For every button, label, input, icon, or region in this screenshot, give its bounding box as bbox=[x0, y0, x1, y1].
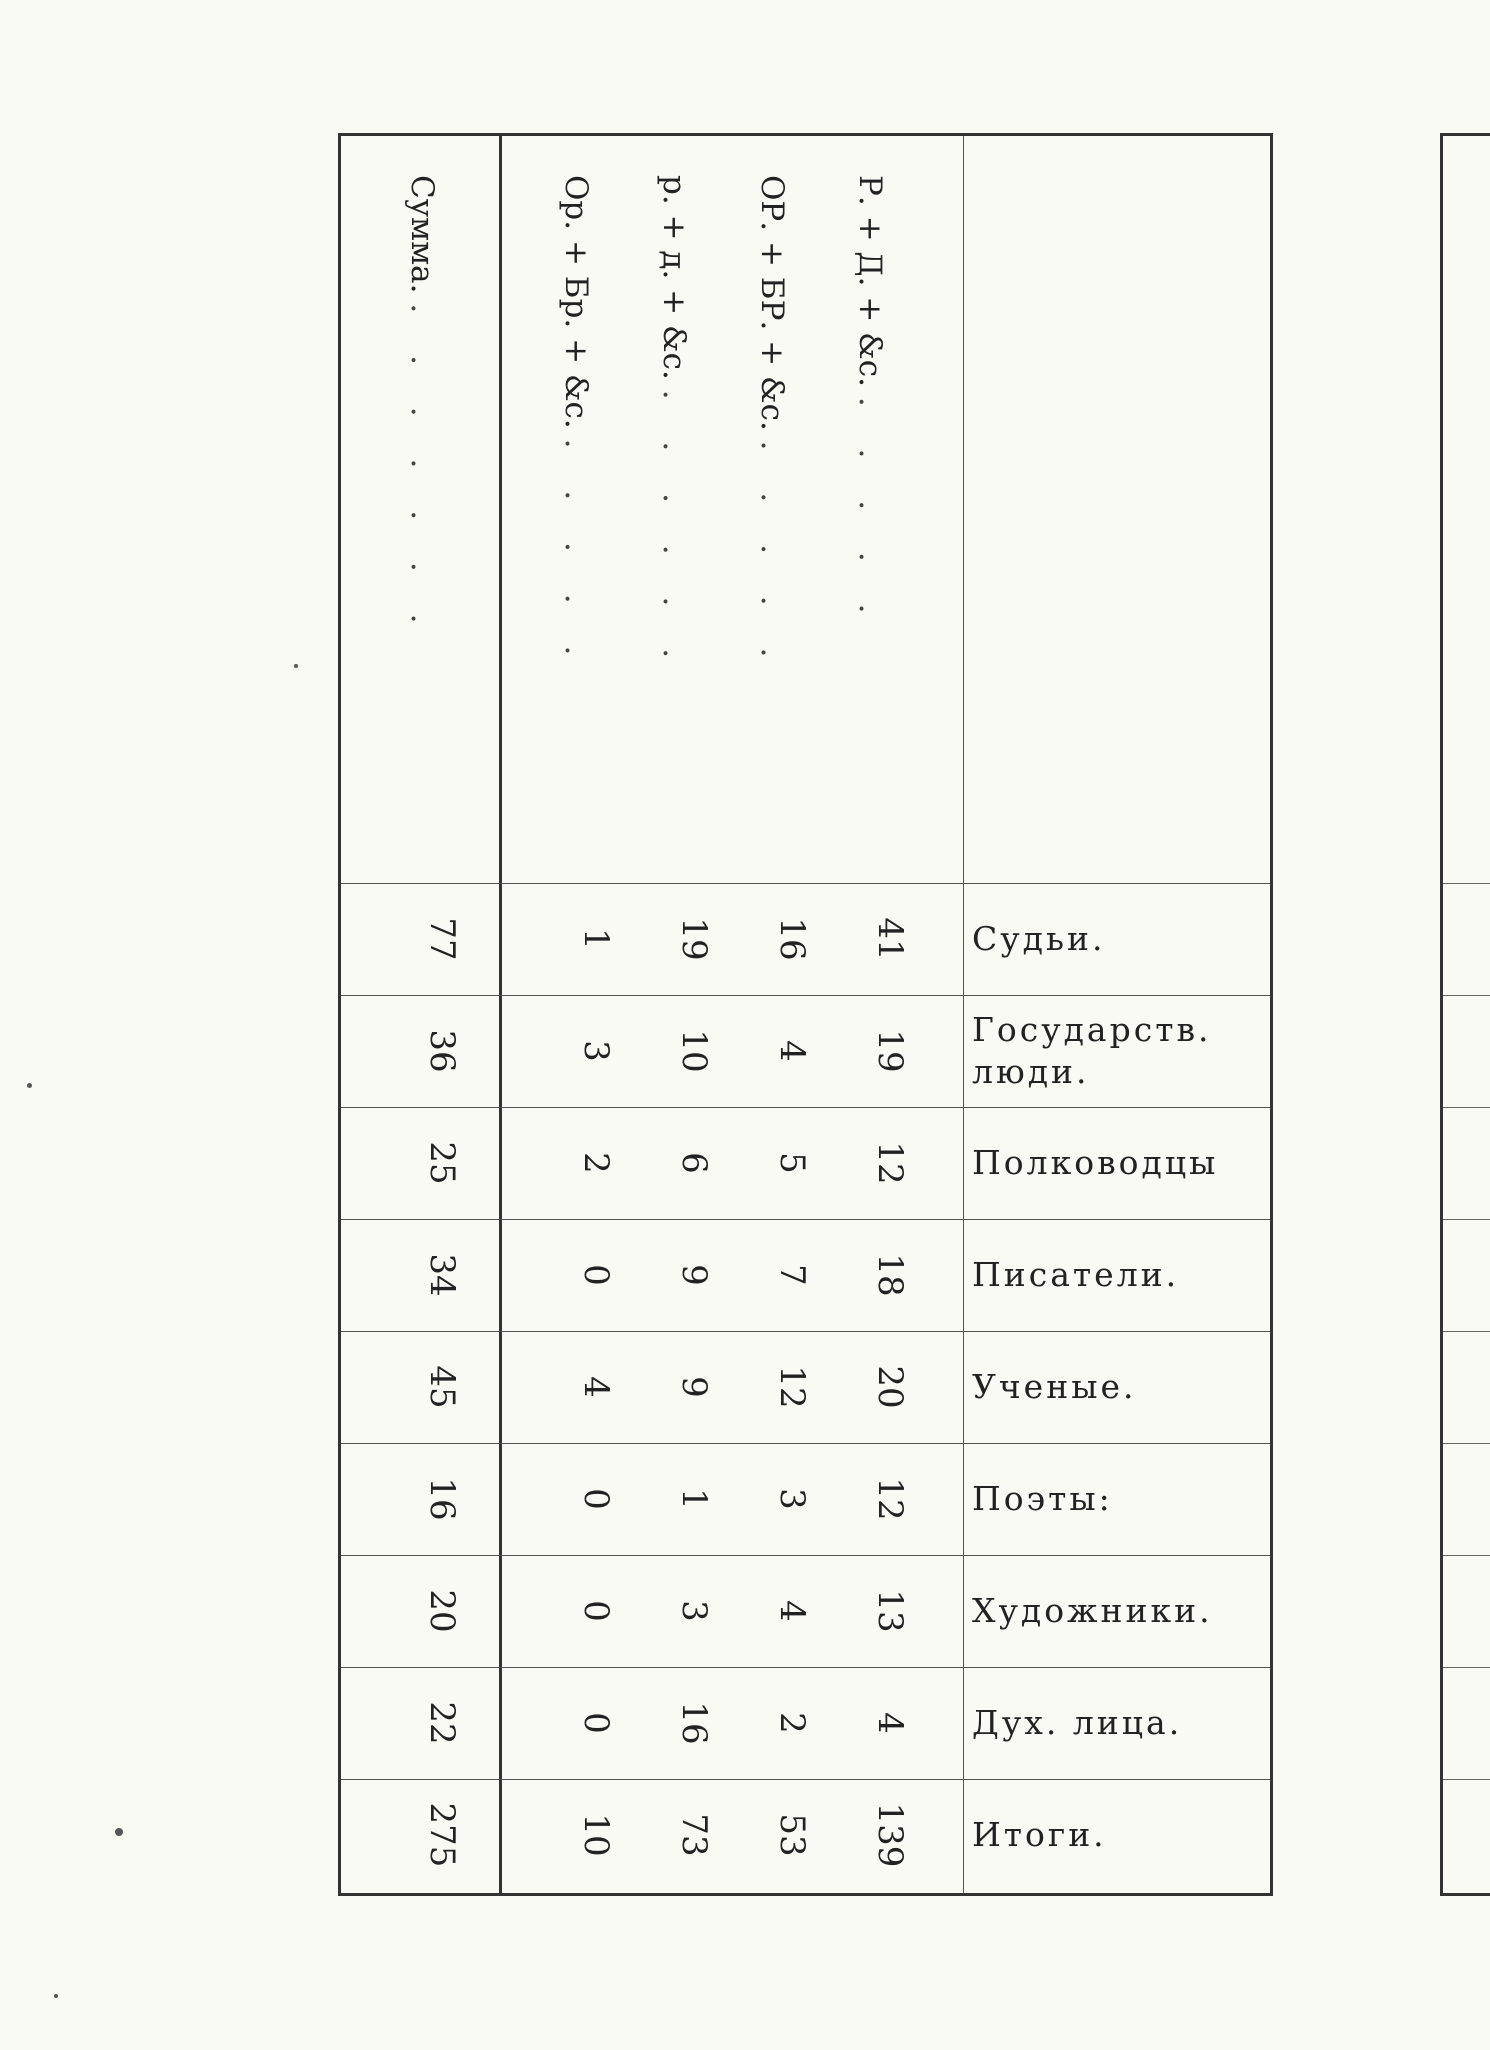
value-cell: 41 bbox=[870, 917, 910, 961]
row-header: р. + д. + &c. . . . . . . bbox=[656, 175, 692, 675]
category-label: Писатели. bbox=[972, 1255, 1180, 1294]
value-cell: 0 bbox=[576, 1600, 616, 1622]
sum-cell: 77 bbox=[422, 917, 462, 961]
row-divider bbox=[341, 1443, 1270, 1444]
value-cell: 13 bbox=[870, 1589, 910, 1633]
value-cell: 9 bbox=[674, 1376, 714, 1398]
row-divider bbox=[341, 1667, 1270, 1668]
row-divider bbox=[341, 1779, 1270, 1780]
value-cell: 20 bbox=[870, 1365, 910, 1409]
value-cell: 0 bbox=[576, 1264, 616, 1286]
value-cell: 19 bbox=[674, 917, 714, 961]
scan-speck bbox=[294, 664, 298, 668]
row-header: Ор. + Бр. + &c. . . . . . bbox=[558, 175, 594, 672]
value-cell: 0 bbox=[576, 1488, 616, 1510]
row-divider bbox=[341, 1219, 1270, 1220]
value-cell: 1 bbox=[576, 928, 616, 950]
sum-cell: 275 bbox=[422, 1802, 462, 1868]
value-cell: 3 bbox=[576, 1040, 616, 1062]
value-cell: 6 bbox=[674, 1152, 714, 1174]
row-divider bbox=[341, 1107, 1270, 1108]
value-cell: 16 bbox=[772, 917, 812, 961]
value-cell: 3 bbox=[674, 1600, 714, 1622]
column-divider bbox=[963, 136, 964, 1893]
sum-cell: 34 bbox=[422, 1253, 462, 1297]
value-cell: 53 bbox=[772, 1813, 812, 1857]
value-cell: 2 bbox=[772, 1712, 812, 1734]
row-divider bbox=[341, 995, 1270, 996]
scan-speck bbox=[54, 1994, 58, 1998]
value-cell: 4 bbox=[772, 1600, 812, 1622]
sum-row-header: Сумма. . . . . . . . bbox=[404, 175, 440, 640]
value-cell: 9 bbox=[674, 1264, 714, 1286]
category-label: Полководцы bbox=[972, 1143, 1219, 1182]
sum-cell: 25 bbox=[422, 1141, 462, 1185]
scan-speck bbox=[27, 1083, 32, 1088]
value-cell: 18 bbox=[870, 1253, 910, 1297]
row-header: ОР. + БР. + &c. . . . . . bbox=[754, 175, 790, 674]
category-label: Художники. bbox=[972, 1591, 1213, 1630]
value-cell: 12 bbox=[870, 1477, 910, 1521]
value-cell: 2 bbox=[576, 1152, 616, 1174]
row-divider bbox=[341, 1331, 1270, 1332]
value-cell: 3 bbox=[772, 1488, 812, 1510]
value-cell: 4 bbox=[576, 1376, 616, 1398]
category-label: Дух. лица. bbox=[972, 1703, 1183, 1742]
category-label: Ученые. bbox=[972, 1367, 1137, 1406]
value-cell: 1 bbox=[674, 1488, 714, 1510]
scan-speck bbox=[115, 1828, 123, 1836]
category-label: Поэты: bbox=[972, 1479, 1113, 1518]
category-label: Государств. люди. bbox=[972, 1010, 1212, 1091]
row-header: Р. + Д. + &c. . . . . . bbox=[852, 175, 888, 630]
value-cell: 10 bbox=[674, 1029, 714, 1073]
value-cell: 0 bbox=[576, 1712, 616, 1734]
sum-cell: 16 bbox=[422, 1477, 462, 1521]
value-cell: 16 bbox=[674, 1701, 714, 1745]
value-cell: 10 bbox=[576, 1813, 616, 1857]
column-divider bbox=[499, 136, 502, 1893]
value-cell: 4 bbox=[870, 1712, 910, 1734]
adjacent-table-fragment bbox=[1440, 133, 1490, 1896]
row-divider bbox=[341, 883, 1270, 884]
value-cell: 4 bbox=[772, 1040, 812, 1062]
value-cell: 19 bbox=[870, 1029, 910, 1073]
sum-cell: 36 bbox=[422, 1029, 462, 1073]
row-divider bbox=[341, 1555, 1270, 1556]
category-label: Судьи. bbox=[972, 919, 1106, 958]
value-cell: 139 bbox=[870, 1802, 910, 1868]
value-cell: 5 bbox=[772, 1152, 812, 1174]
value-cell: 7 bbox=[772, 1264, 812, 1286]
value-cell: 12 bbox=[870, 1141, 910, 1185]
sum-cell: 20 bbox=[422, 1589, 462, 1633]
sum-cell: 22 bbox=[422, 1701, 462, 1745]
sum-cell: 45 bbox=[422, 1365, 462, 1409]
value-cell: 12 bbox=[772, 1365, 812, 1409]
totals-label: Итоги. bbox=[972, 1815, 1107, 1854]
value-cell: 73 bbox=[674, 1813, 714, 1857]
